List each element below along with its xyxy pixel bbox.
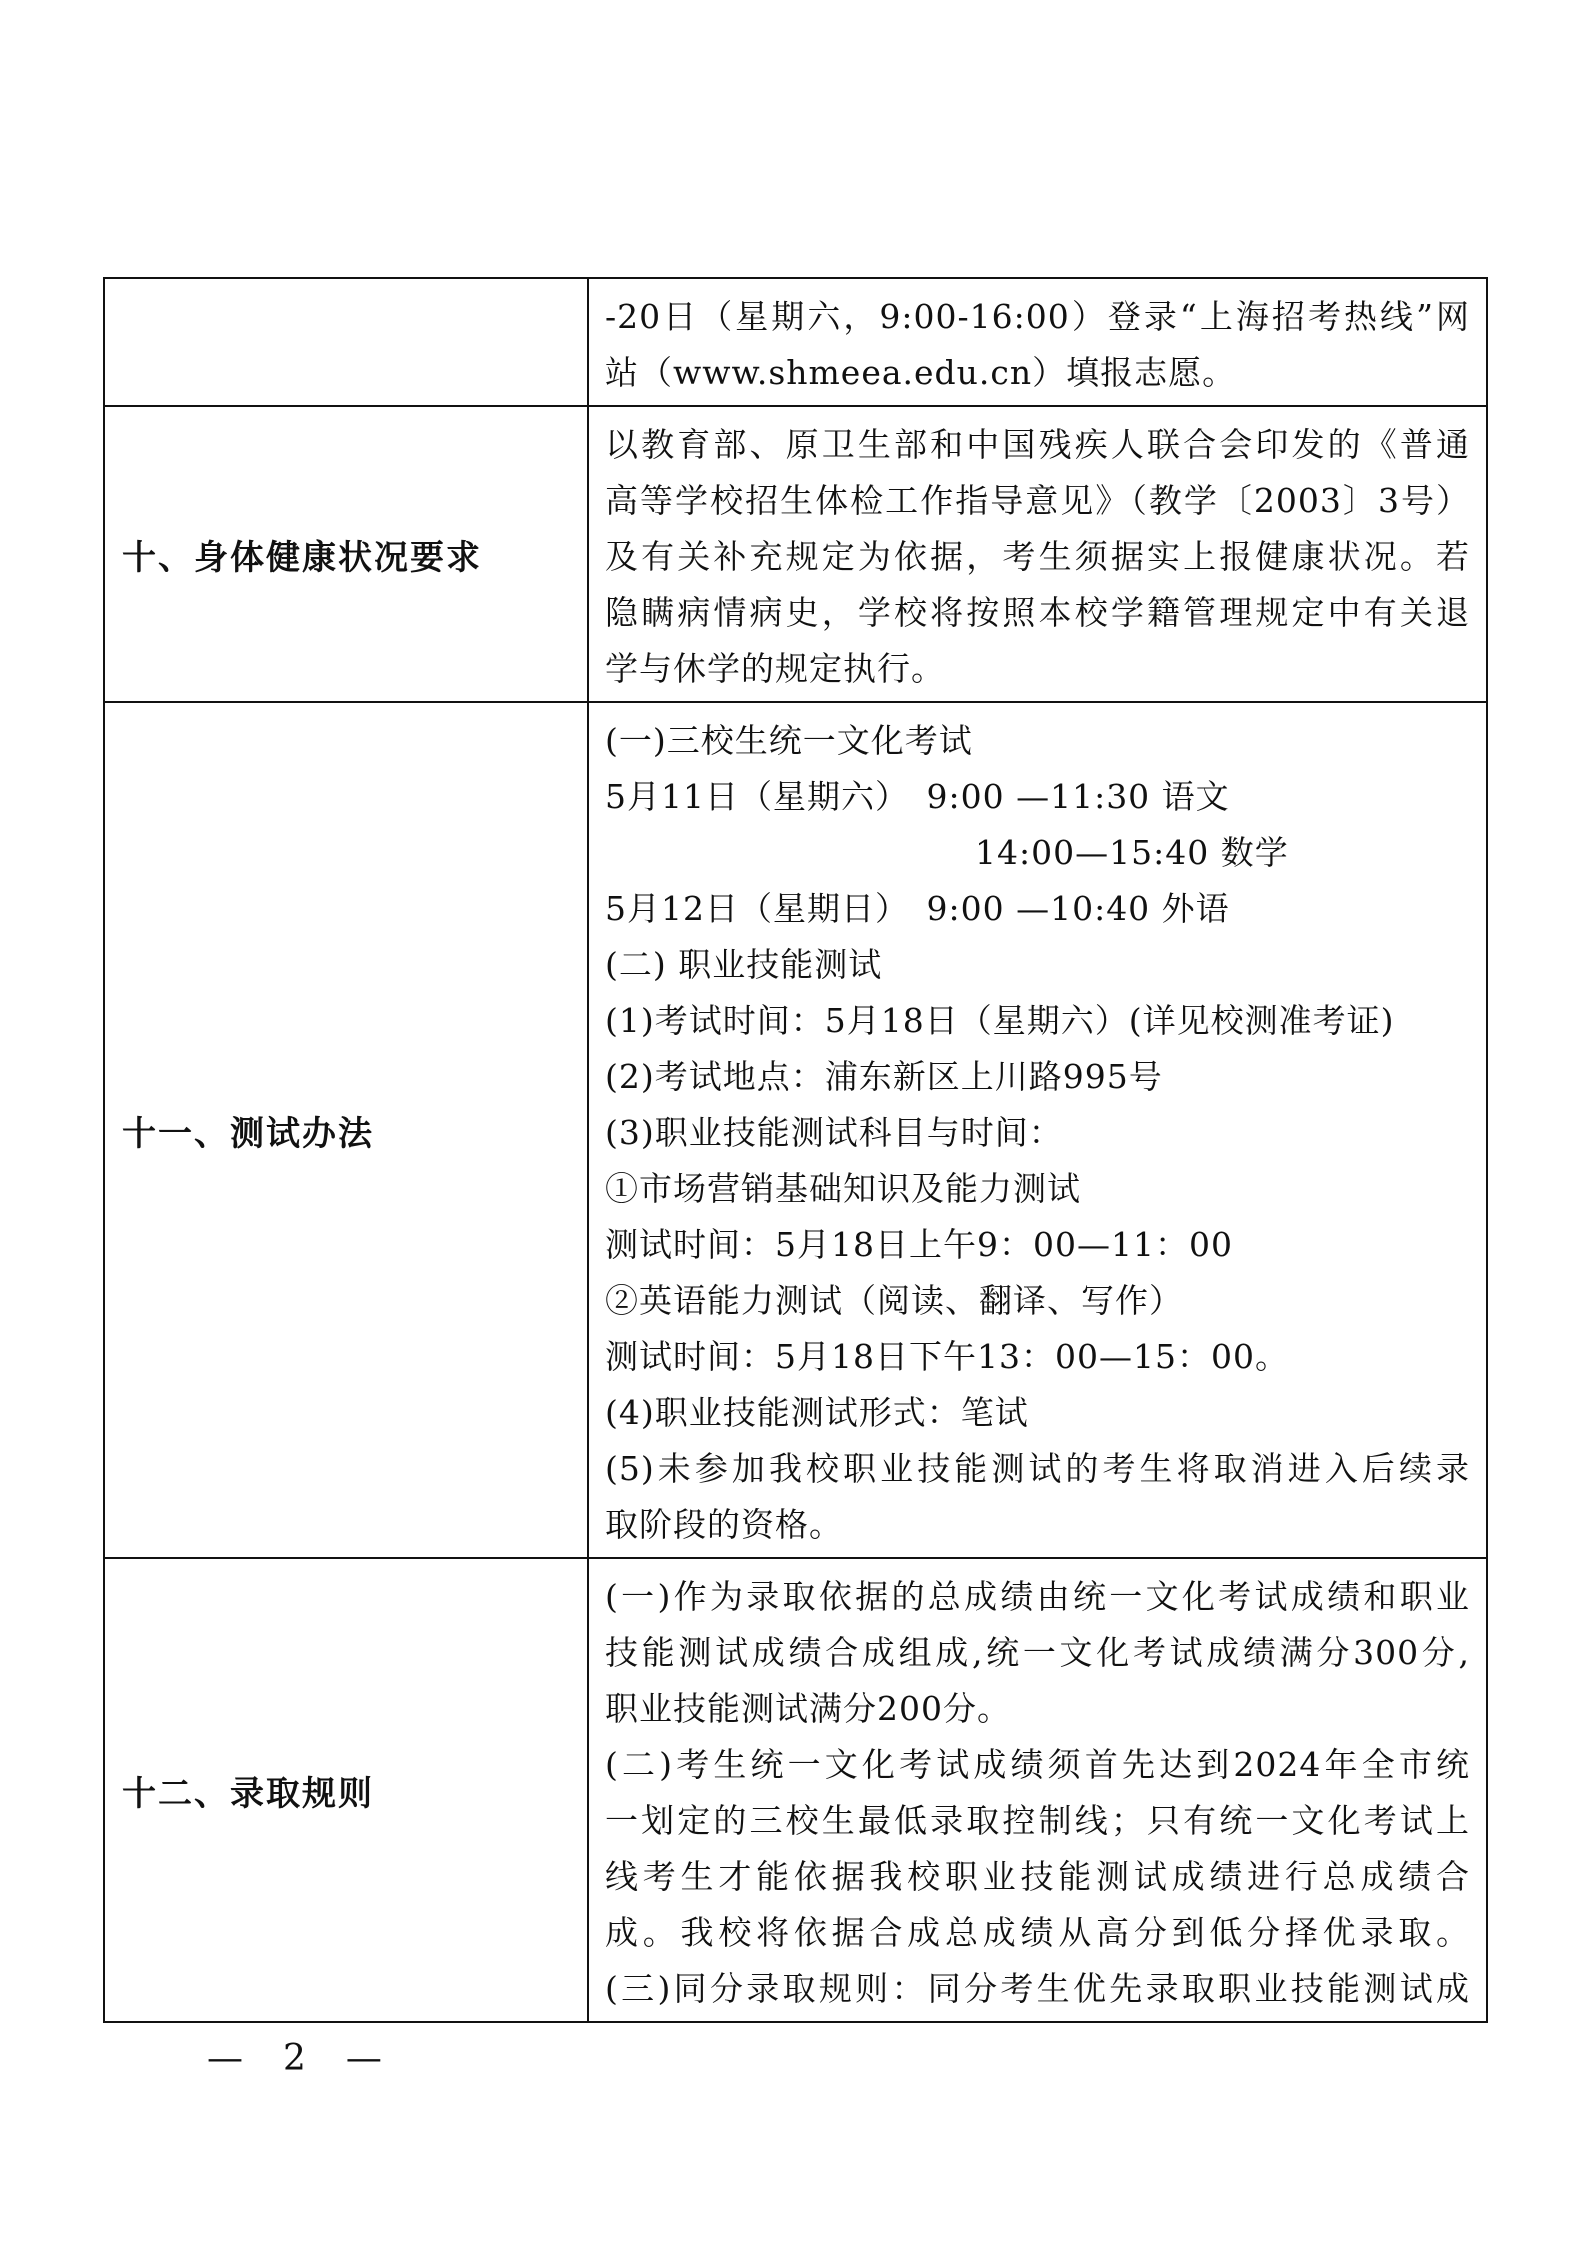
content-line: 成。我校将依据合成总成绩从高分到低分择优录取。: [605, 1913, 1470, 1952]
content-line: 测试时间：5月18日下午13：00—15：00。: [605, 1337, 1289, 1376]
content-line: (5)未参加我校职业技能测试的考生将取消进入后续录: [605, 1449, 1470, 1488]
content-line: 测试时间：5月18日上午9：00—11：00: [605, 1225, 1233, 1264]
content-line: 职业技能测试满分200分。: [605, 1689, 1011, 1728]
content-line: 5月11日（星期六） 9:00 —11:30 语文: [605, 777, 1230, 816]
row-label: 十、身体健康状况要求: [122, 537, 482, 578]
content-line: (一)作为录取依据的总成绩由统一文化考试成绩和职业: [605, 1577, 1470, 1616]
content-line: 学与休学的规定执行。: [605, 649, 945, 688]
row-content-cell: [588, 702, 1487, 1558]
content-line: 高等学校招生体检工作指导意见》（教学〔2003〕3号）: [605, 481, 1470, 520]
content-line: 及有关补充规定为依据，考生须据实上报健康状况。若: [605, 537, 1470, 576]
table-row-admission-rules: [104, 1558, 1487, 2022]
row-content-cell: [588, 1558, 1487, 2022]
table-row-test-methods: [104, 702, 1487, 1558]
content-line: 14:00—15:40 数学: [975, 833, 1289, 872]
row-label-cell: [104, 1558, 588, 2022]
content-line: ②英语能力测试（阅读、翻译、写作）: [605, 1281, 1183, 1320]
content-line: (三)同分录取规则：同分考生优先录取职业技能测试成: [605, 1969, 1470, 2008]
row-label: 十一、测试办法: [122, 1113, 374, 1154]
content-line: (二) 职业技能测试: [605, 945, 883, 984]
content-line: (4)职业技能测试形式：笔试: [605, 1393, 1029, 1432]
table-row-voluntary-application: [104, 278, 1487, 406]
content-line: 取阶段的资格。: [605, 1505, 843, 1544]
row-content-cell: [588, 278, 1487, 406]
content-line: 站（www.shmeea.edu.cn）填报志愿。: [605, 353, 1237, 392]
content-line: (3)职业技能测试科目与时间：: [605, 1113, 1063, 1152]
content-line: (二)考生统一文化考试成绩须首先达到2024年全市统: [605, 1745, 1470, 1784]
row-content-cell: [588, 406, 1487, 702]
content-line: (1)考试时间：5月18日（星期六）(详见校测准考证): [605, 1001, 1395, 1040]
row-label-cell: [104, 278, 588, 406]
admission-info-table: [103, 277, 1488, 2023]
content-line: 一划定的三校生最低录取控制线；只有统一文化考试上: [605, 1801, 1470, 1840]
content-line: 5月12日（星期日） 9:00 —10:40 外语: [605, 889, 1230, 928]
page-number: — 2 —: [207, 2038, 384, 2079]
content-line: 线考生才能依据我校职业技能测试成绩进行总成绩合: [605, 1857, 1470, 1896]
row-label: 十二、录取规则: [122, 1773, 374, 1814]
content-line: -20日（星期六，9:00-16:00）登录“上海招考热线”网: [605, 297, 1470, 336]
table-row-health-requirements: [104, 406, 1487, 702]
row-label-cell: [104, 406, 588, 702]
content-line: (一)三校生统一文化考试: [605, 721, 973, 760]
content-line: 隐瞒病情病史，学校将按照本校学籍管理规定中有关退: [605, 593, 1470, 632]
row-label-cell: [104, 702, 588, 1558]
content-line: (2)考试地点：浦东新区上川路995号: [605, 1057, 1163, 1096]
content-line: 以教育部、原卫生部和中国残疾人联合会印发的《普通: [605, 425, 1470, 464]
content-line: ①市场营销基础知识及能力测试: [605, 1169, 1081, 1208]
content-line: 技能测试成绩合成组成,统一文化考试成绩满分300分,: [605, 1633, 1470, 1672]
